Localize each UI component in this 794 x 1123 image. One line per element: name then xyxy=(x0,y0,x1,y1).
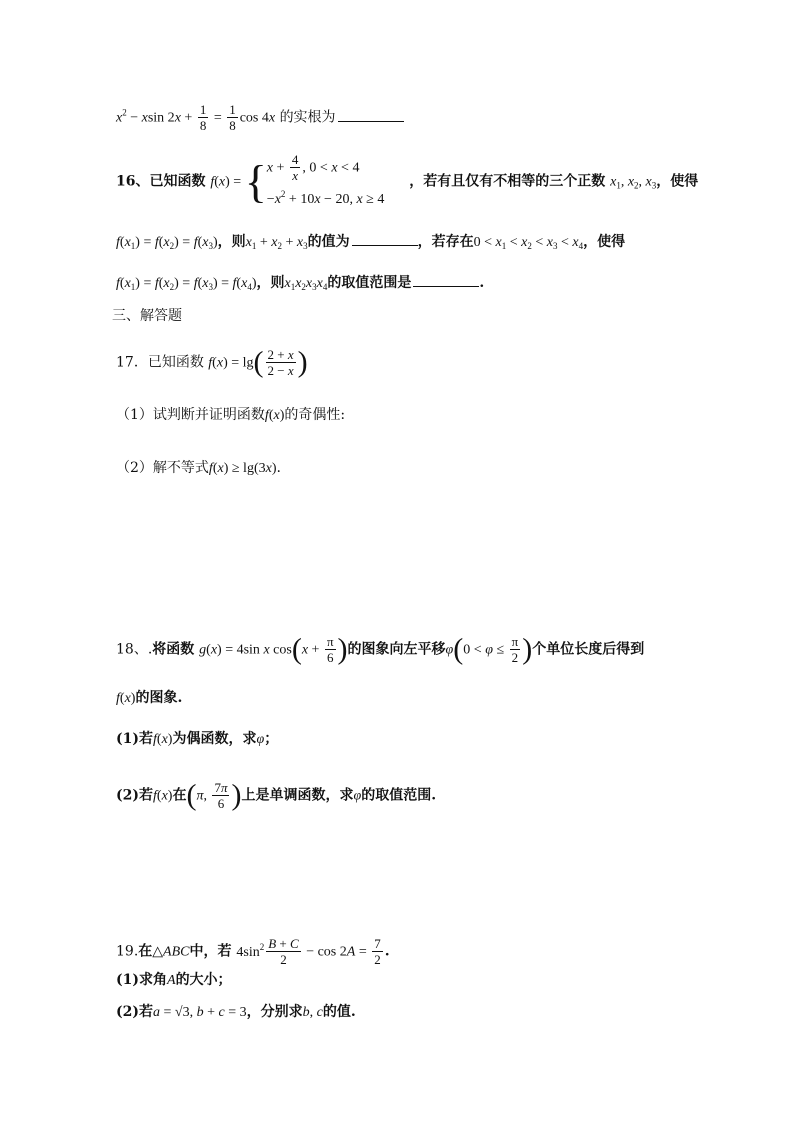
q19-lead: 在 xyxy=(138,943,153,960)
q19-part2: (2)若a = √3, b + c = 3，分别求b, c的值. xyxy=(116,1004,356,1020)
answer-blank xyxy=(413,274,479,287)
q16-then: ，使得 xyxy=(656,173,699,190)
q16-lead: 已知函数 xyxy=(149,173,206,190)
q15-tail-text: 的实根为 xyxy=(279,109,336,126)
q18-part2d-text: 的取值范围. xyxy=(361,787,437,804)
q18-tail: 个单位长度后得到 xyxy=(532,641,645,658)
q17-part2: （2）解不等式f(x) ≥ lg(3x). xyxy=(116,460,281,476)
q16-then2: ，使得 xyxy=(583,234,626,250)
section-title: 三、解答题 xyxy=(112,308,182,324)
q17-number: 17． xyxy=(116,354,148,371)
q16-piecewise: x + $\frac{4}{x}$ , 0 < x < 4 $-x^2 + 10x - 20$, x ≥ 4 xyxy=(266,152,385,207)
q17-part2b-text: . xyxy=(276,460,281,476)
q19-part2b-text: ，分别求 xyxy=(246,1004,303,1020)
q18-part1-text: (1)若 xyxy=(116,731,153,747)
q19-end: . xyxy=(384,943,390,960)
q16-line-2: $f(x_1) = f(x_2) = f(x_3)$，则$x_1 + x_2 + x_3$的值为 ，若存在$0 < x_1 < x_2 < x_3 < x_4$，使得 xyxy=(116,234,626,251)
q18-part2c-text: 上是单调函数，求 xyxy=(241,787,354,804)
q19-lead2: 中，若 xyxy=(189,943,232,960)
q18-part1: (1)若f(x)为偶函数，求φ； xyxy=(116,731,279,747)
q18-number: 18、. xyxy=(116,641,153,658)
q19-part2c-text: 的值. xyxy=(322,1004,356,1020)
q18-line-1: 18、.将函数 g(x) = 4sin x cos(x + $\frac{\pi}{6}$ )的图象向左平移φ(0 < φ ≤ $\frac{\pi}{2}$ )个单位长度后得到 xyxy=(116,632,645,666)
q18-part2-text: (2)若 xyxy=(116,787,153,804)
q18-part1c-text: ； xyxy=(264,731,279,747)
q16-line-1: 16、已知函数 f(x) = { x + $\frac{4}{x}$ , 0 < x < 4 $-x^2 + 10x - 20$, x ≥ 4 ，若有且仅有不相等的三个正数 $x_1$, $x_2$, $x_3$，使得 xyxy=(116,152,698,211)
q18-line-2: f(x)的图象. xyxy=(116,690,183,706)
q18-part2b-text: 在 xyxy=(172,787,187,804)
q15-equation-line: $x^2 - xsin$ 2x + $\frac{1}{8}$ = $\frac{1}{8}$ cos 4x 的实根为 xyxy=(116,102,404,133)
q16-exist: ，若存在 xyxy=(417,234,474,250)
q19-number: 19. xyxy=(116,943,139,960)
q19-part1: (1)求角A的大小； xyxy=(116,972,232,988)
q17-part1-text: （1）试判断并证明函数 xyxy=(116,407,265,423)
q19-part1b-text: 的大小； xyxy=(175,972,232,988)
q18-lead: 将函数 xyxy=(152,641,195,658)
q18-mid: 的图象向左平移 xyxy=(347,641,446,658)
q17-part2-text: （2）解不等式 xyxy=(116,460,209,476)
q16-ask-sum2: 的值为 xyxy=(307,234,350,250)
q19-part1-text: (1)求角 xyxy=(116,972,167,988)
q17-lead: 已知函数 xyxy=(147,354,204,371)
q18-part1b-text: 为偶函数，求 xyxy=(172,731,257,747)
q16-line-3: $f(x_1) = f(x_2) = f(x_3) = f(x_4)$，则$x_1x_2x_3x_4$的取值范围是 . xyxy=(116,275,485,292)
q18-part2: (2)若f(x)在(π, $\frac{7\pi}{6}$ )上是单调函数，求φ的取值范围. xyxy=(116,778,437,812)
q17-part1b-text: 的奇偶性: xyxy=(284,407,346,423)
q16-end: . xyxy=(479,275,485,291)
q16-ask-range2: 的取值范围是 xyxy=(327,275,412,291)
q19-part2-text: (2)若 xyxy=(116,1004,153,1020)
q16-number: 16、 xyxy=(116,173,150,190)
answer-blank xyxy=(338,109,404,122)
q16-ask-sum: ，则 xyxy=(217,234,246,250)
q16-cond: ，若有且仅有不相等的三个正数 xyxy=(409,173,606,190)
q19-line-1: 19.在△ABC中，若 $4\sin^2$ $\frac{B + C}{2}$ − cos 2A = $\frac{7}{2}$ . xyxy=(116,936,390,967)
answer-blank xyxy=(352,233,418,246)
q17-line: 17．已知函数 f(x) = lg( $\frac{2 + x}{2 - x}$ ) xyxy=(116,345,308,379)
q18-line2: 的图象. xyxy=(135,690,183,706)
q16-ask-range: ，则 xyxy=(256,275,285,291)
q17-part1: （1）试判断并证明函数f(x)的奇偶性: xyxy=(116,407,346,423)
